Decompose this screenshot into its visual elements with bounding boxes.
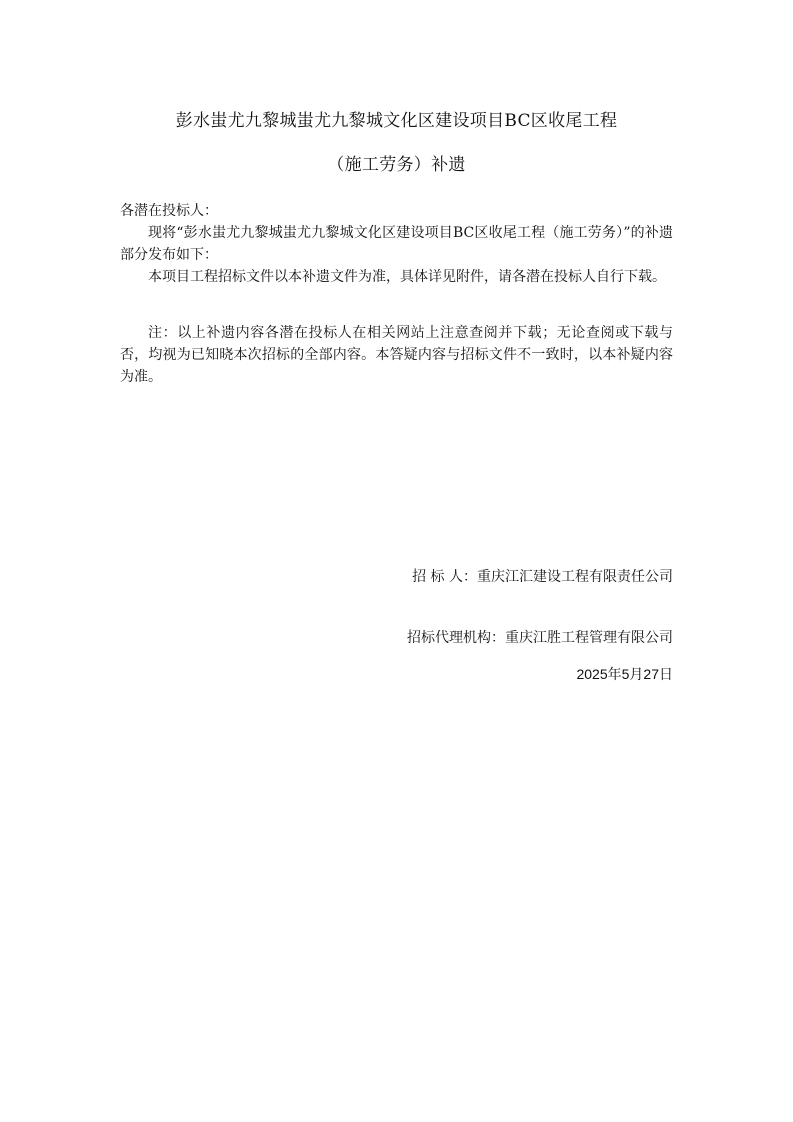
agent-label: 招标代理机构：	[407, 630, 505, 646]
signature-tenderer	[412, 566, 673, 586]
tenderer-label: 招 标 人：	[412, 569, 477, 585]
note-paragraph	[120, 322, 673, 388]
paragraph-instructions	[120, 266, 673, 288]
paragraph-instructions-text: 本项目工程招标文件以本补遗文件为准，具体详见附件，请各潜在投标人自行下载。	[148, 269, 666, 285]
agent-name: 重庆江胜工程管理有限公司	[505, 630, 673, 646]
salutation: 各潜在投标人：	[120, 203, 218, 219]
paragraph-announcement-text: 现将“彭水蚩尤九黎城蚩尤九黎城文化区建设项目BC区收尾工程（施工劳务）”的补遗部分发布如下：	[120, 225, 673, 263]
document-title-line2: （施工劳务）补遗	[327, 155, 466, 175]
document-title-line1: 彭水蚩尤九黎城蚩尤九黎城文化区建设项目BC区收尾工程	[175, 111, 618, 131]
signature-agent	[407, 627, 673, 647]
note-text: 注：以上补遗内容各潜在投标人在相关网站上注意查阅并下载；无论查阅或下载与否，均视为已知晓本次招标的全部内容。本答疑内容与招标文件不一致时，以本补疑内容为准。	[120, 325, 673, 385]
tenderer-name: 重庆江汇建设工程有限责任公司	[477, 569, 673, 585]
paragraph-announcement	[120, 222, 673, 266]
document-date: 2025年5月27日	[576, 666, 673, 682]
